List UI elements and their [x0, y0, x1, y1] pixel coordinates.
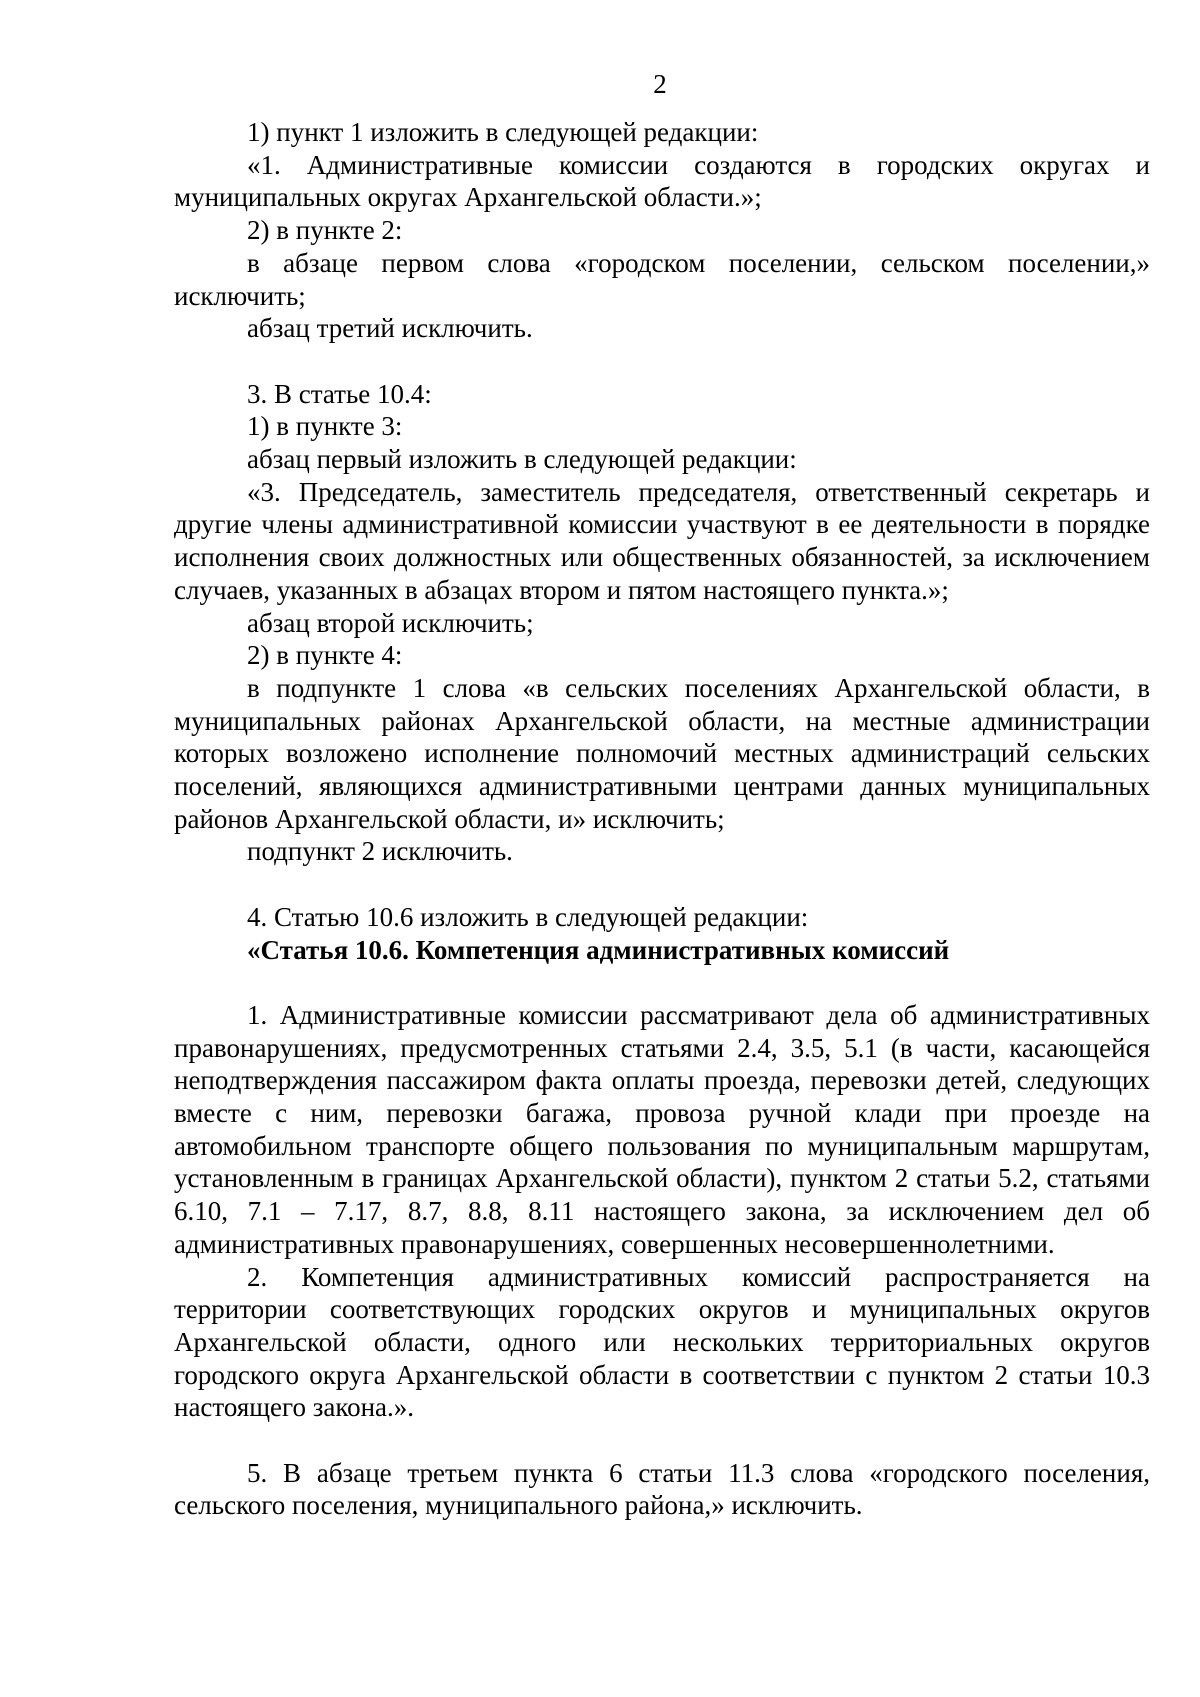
paragraph: абзац первый изложить в следующей редакции: — [247, 444, 797, 475]
paragraph: 2. Компетенция административных комиссий распространяется на территории соответствующих городских округов и муниципальных округов Архангельской области, одного или нескольких территориальных округов городского округа Архангельской области в соответствии с пунктом 2 статьи 10.3 настоящего закона.». — [174, 1261, 1150, 1423]
paragraph: «3. Председатель, заместитель председателя, ответственный секретарь и другие члены административной комиссии участвуют в ее деятельности в порядке исполнения своих должностных или общественных обязанностей, за исключением случаев, указанных в абзацах втором и пятом настоящего пункта.»; — [174, 476, 1150, 605]
paragraph: 1) в пункте 3: — [247, 411, 403, 442]
paragraph: абзац третий исключить. — [247, 313, 533, 344]
paragraph: 4. Статью 10.6 изложить в следующей редакции: — [247, 901, 809, 932]
paragraph: 5. В абзаце третьем пункта 6 статьи 11.3 слова «городского поселения, сельского поселения, муниципального района,» исключить. — [174, 1457, 1150, 1521]
paragraph: в абзаце первом слова «городском поселении, сельском поселении,» исключить; — [174, 247, 1150, 311]
article-heading: «Статья 10.6. Компетенция административных комиссий — [247, 934, 950, 965]
paragraph: 2) в пункте 2: — [247, 215, 403, 246]
paragraph: 1) пункт 1 изложить в следующей редакции: — [247, 117, 759, 147]
paragraph: 3. В статье 10.4: — [247, 378, 432, 409]
paragraph: подпункт 2 исключить. — [247, 836, 513, 867]
paragraph: «1. Административные комиссии создаются в городских округах и муниципальных округах Архангельской области.»; — [174, 149, 1150, 213]
paragraph: 2) в пункте 4: — [247, 640, 403, 671]
paragraph: 1. Административные комиссии рассматривают дела об административных правонарушениях, предусмотренных статьями 2.4, 3.5, 5.1 (в части, касающейся неподтверждения пассажиром факта оплаты проезда, перевозки детей, следующих вместе с ним, перевозки багажа, провоза ручной клади при проезде на автомобильном транспорте общего пользования по муниципальным маршрутам, установленным в границах Архангельской области), пунктом 2 статьи 5.2, статьями 6.10, 7.1 – 7.17, 8.7, 8.8, 8.11 настоящего закона, за исключением дел об административных правонарушениях, совершенных несовершеннолетними. — [174, 999, 1150, 1259]
page-number: 2 — [653, 69, 667, 99]
paragraph: в подпункте 1 слова «в сельских поселениях Архангельской области, в муниципальных районах Архангельской области, на местные администрации которых возложено исполнение полномочий местных администраций сельских поселений, являющихся административными центрами данных муниципальных районов Архангельской области, и» исключить; — [174, 672, 1150, 834]
document-body — [174, 116, 1150, 1522]
paragraph: абзац второй исключить; — [247, 607, 534, 638]
